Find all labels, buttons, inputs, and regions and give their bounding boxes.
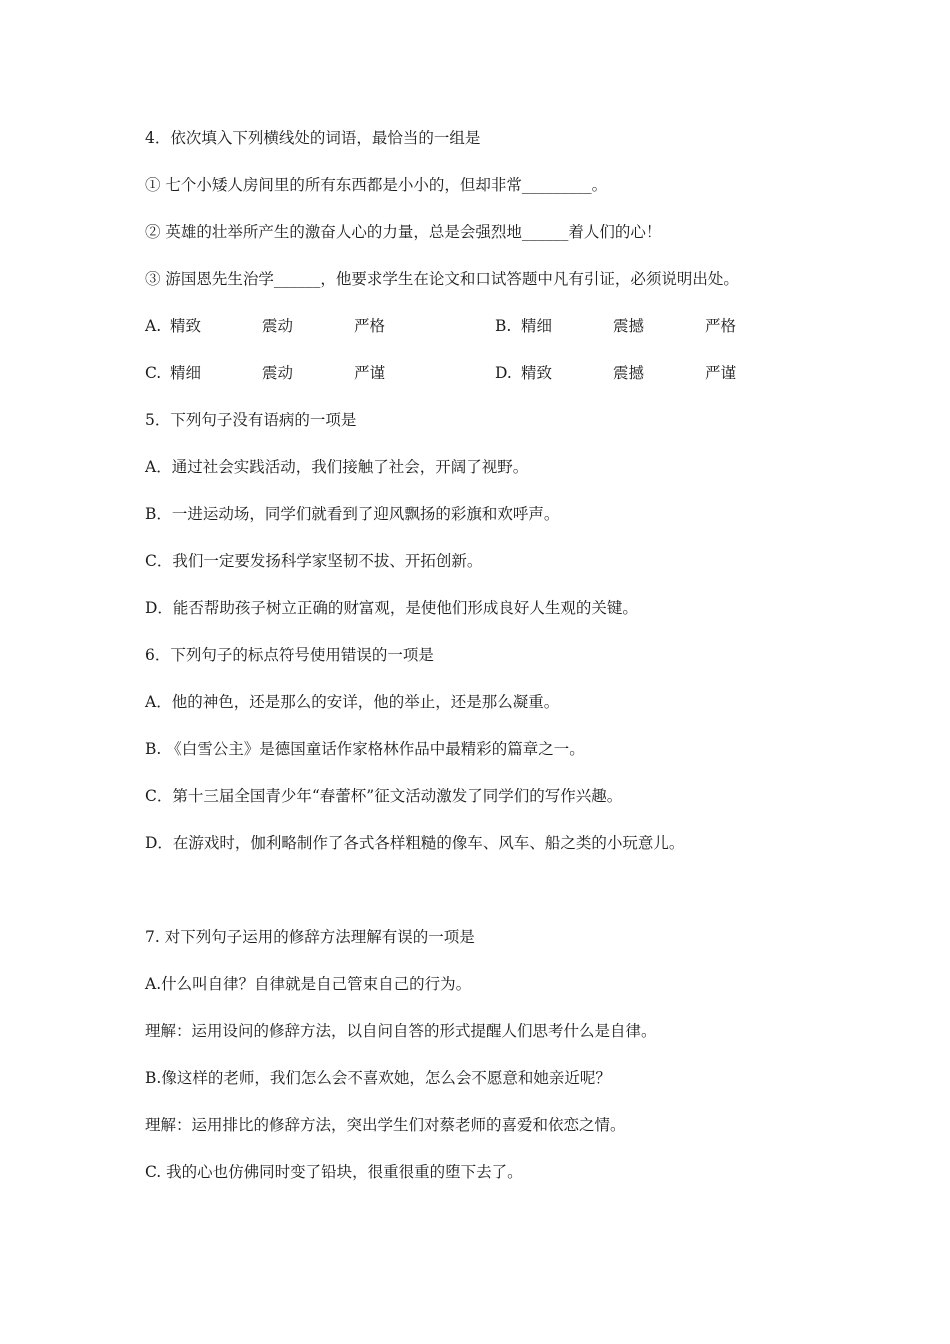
q4-sentence-1: ① 七个小矮人房间里的所有东西都是小小的，但却非常_________。	[145, 176, 608, 194]
option-word-3: 严格	[705, 317, 737, 335]
option-word-2: 震撼	[613, 317, 645, 335]
option-word-2: 震动	[262, 317, 294, 335]
q7-option-b-note: 理解：运用排比的修辞方法，突出学生们对蔡老师的喜爱和依恋之情。	[145, 1116, 626, 1134]
q6-stem: 6．下列句子的标点符号使用错误的一项是	[145, 646, 434, 664]
q4-sentence-3: ③ 游国恩先生治学______，他要求学生在论文和口试答题中凡有引证，必须说明出处。	[145, 270, 739, 288]
option-word-1: 精致	[170, 317, 202, 335]
q6-option-b: B. 《白雪公主》是德国童话作家格林作品中最精彩的篇章之一。	[145, 740, 585, 758]
q6-option-c: C．第十三届全国青少年“春蕾杯”征文活动激发了同学们的写作兴趣。	[145, 787, 623, 805]
q6-option-d: D．在游戏时，伽利略制作了各式各样粗糙的像车、风车、船之类的小玩意儿。	[145, 834, 685, 852]
option-word-1: 精细	[521, 317, 553, 335]
option-word-3: 严谨	[354, 364, 386, 382]
q6-option-a: A．他的神色，还是那么的安详，他的举止，还是那么凝重。	[145, 693, 560, 711]
option-letter: D.	[495, 364, 512, 382]
q5-option-c: C．我们一定要发扬科学家坚韧不拔、开拓创新。	[145, 552, 483, 570]
q7-option-b: B.像这样的老师，我们怎么会不喜欢她，怎么会不愿意和她亲近呢？	[145, 1069, 611, 1087]
option-letter: A.	[145, 317, 162, 335]
q4-stem: 4．依次填入下列横线处的词语，最恰当的一组是	[145, 129, 481, 147]
option-letter: C.	[145, 364, 162, 382]
option-word-1: 精致	[521, 364, 553, 382]
q7-option-c: C. 我的心也仿佛同时变了铅块，很重很重的堕下去了。	[145, 1163, 523, 1181]
q4-sentence-2: ② 英雄的壮举所产生的激奋人心的力量，总是会强烈地______着人们的心！	[145, 223, 662, 241]
q7-option-a-note: 理解：运用设问的修辞方法，以自问自答的形式提醒人们思考什么是自律。	[145, 1022, 657, 1040]
option-word-2: 震撼	[613, 364, 645, 382]
q5-option-a: A．通过社会实践活动，我们接触了社会，开阔了视野。	[145, 458, 529, 476]
option-word-1: 精细	[170, 364, 202, 382]
q5-option-b: B．一进运动场，同学们就看到了迎风飘扬的彩旗和欢呼声。	[145, 505, 560, 523]
option-word-2: 震动	[262, 364, 294, 382]
option-word-3: 严格	[354, 317, 386, 335]
q7-stem: 7. 对下列句子运用的修辞方法理解有误的一项是	[145, 928, 475, 946]
option-word-3: 严谨	[705, 364, 737, 382]
q5-option-d: D．能否帮助孩子树立正确的财富观，是使他们形成良好人生观的关键。	[145, 599, 638, 617]
q7-option-a: A.什么叫自律？自律就是自己管束自己的行为。	[145, 975, 472, 993]
q5-stem: 5．下列句子没有语病的一项是	[145, 411, 357, 429]
option-letter: B.	[495, 317, 512, 335]
